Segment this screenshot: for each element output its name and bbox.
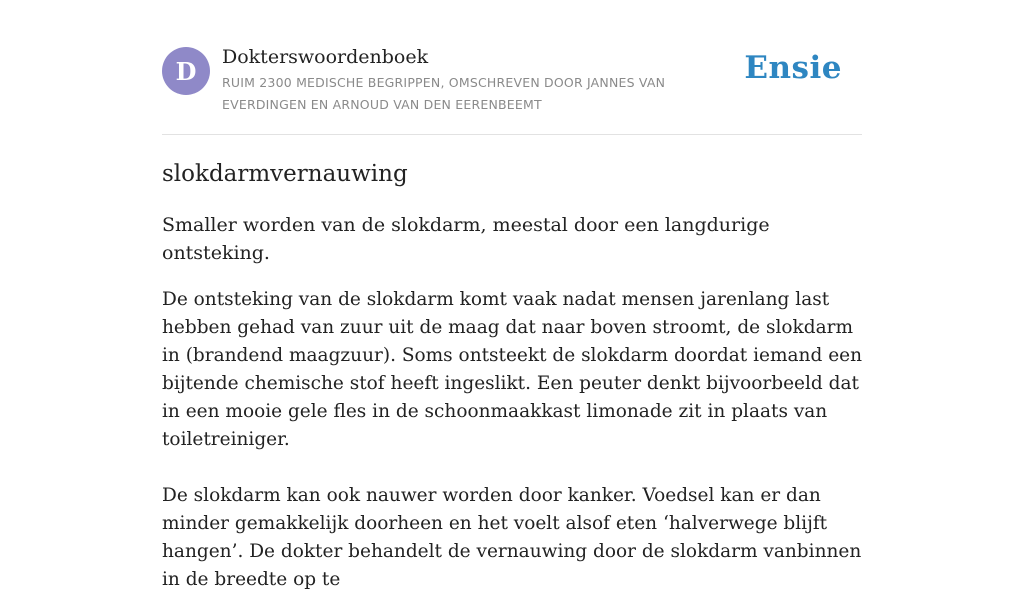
entry-term: slokdarmvernauwing: [162, 161, 408, 187]
entry-paragraph: De ontsteking van de slokdarm komt vaak nadat mensen jarenlang last hebben gehad van zuur uit de maag dat naar boven stroomt, de slokdarm in (brandend maagzuur). Soms ontsteekt de slokdarm doordat iemand een bijtende chemische stof heeft ingeslikt. Een peuter denkt bijvoorbeeld dat in een mooie gele fles in de schoonmaakkast limonade zit in plaats van toiletreiniger.: [162, 289, 863, 450]
dictionary-header: [162, 0, 862, 135]
dictionary-subtitle: RUIM 2300 MEDISCHE BEGRIPPEN, OMSCHREVEN DOOR JANNES VAN EVERDINGEN EN ARNOUD VAN DEN EERENBEEMT: [222, 75, 666, 112]
dictionary-avatar[interactable]: D: [162, 47, 210, 95]
ensie-logo[interactable]: Ensie: [744, 50, 842, 86]
entry-summary: Smaller worden van de slokdarm, meestal door een langdurige ontsteking.: [162, 214, 770, 264]
entry-body: [162, 286, 862, 594]
entry-paragraph: De slokdarm kan ook nauwer worden door kanker. Voedsel kan er dan minder gemakkelijk doorheen en het voelt alsof eten ‘halverwege blijft hangen’. De dokter behandelt de vernauwing door de slokdarm vanbinnen in de breedte op te: [162, 485, 862, 590]
dictionary-name[interactable]: Dokterswoordenboek: [222, 46, 429, 68]
page-container: [162, 0, 862, 594]
